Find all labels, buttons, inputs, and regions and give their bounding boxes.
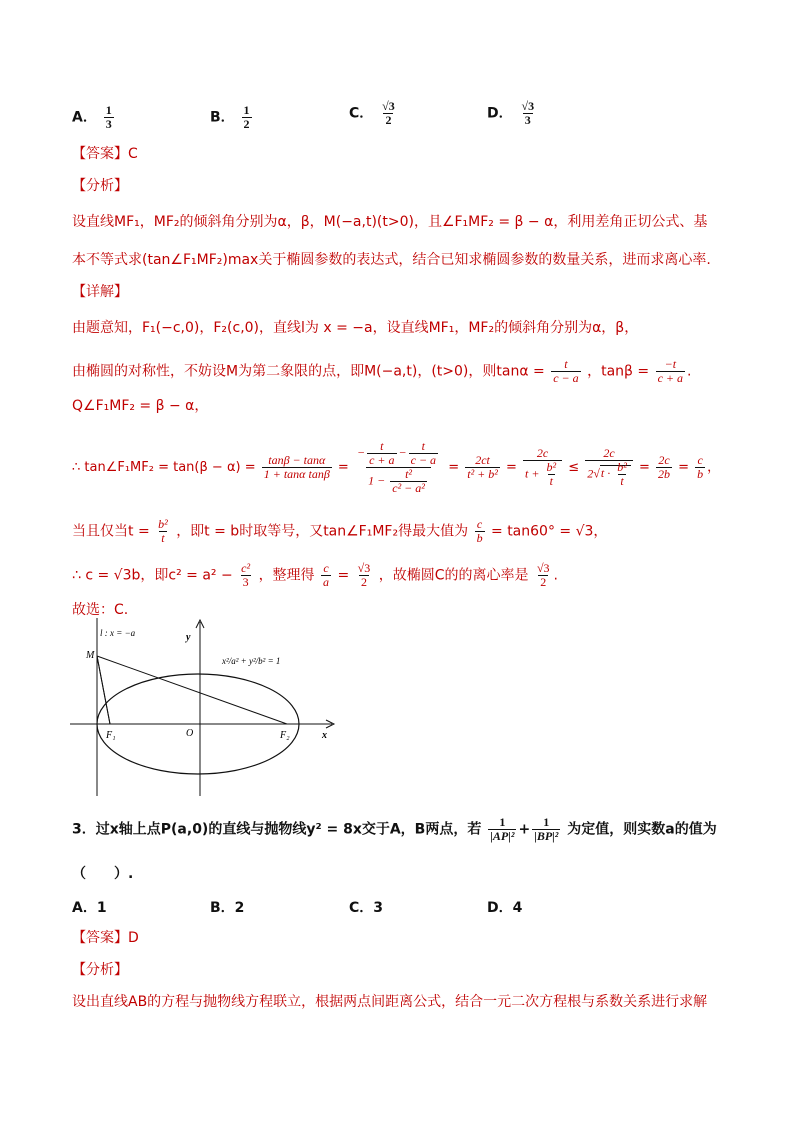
detail-line-3: Q∠F₁MF₂ = β − α， bbox=[72, 398, 209, 414]
tan-alpha-fraction: $\frac{t}{c - a}$ bbox=[553, 357, 579, 385]
q3-frac-ap: $\frac{1}{\text{|AP|²}}$ bbox=[490, 815, 515, 843]
segment-mf2 bbox=[97, 656, 287, 724]
q3-option-a: A．1 bbox=[72, 900, 107, 916]
derivation-frac-4: 2c t + $\frac{\text{b²}}{t}$ bbox=[523, 447, 562, 488]
origin-label: O bbox=[186, 728, 194, 739]
q3-option-b: B．2 bbox=[210, 900, 245, 916]
choose-line: 故选：C. bbox=[72, 602, 129, 618]
derivation-frac-5: 2c 2√t · $\frac{\text{b²}}{t}$ bbox=[585, 447, 633, 488]
c-squared-fraction: $\frac{\text{c²}}{3}$ bbox=[241, 561, 251, 589]
t-equals-fraction: $\frac{\text{b²}}{t}$ bbox=[158, 517, 168, 545]
derivation-frac-1: $\frac{\tan\beta - \tan\alpha}{\text{1 + tanα tanβ}}$ bbox=[263, 453, 330, 481]
q3-answer-value: D bbox=[128, 930, 139, 946]
point-f2-label: F₂ bbox=[280, 730, 290, 741]
detail-line-1: 由题意知，F₁(−c,0)，F₂(c,0)，直线l为 x = −a，设直线MF₁，MF₂的倾斜角分别为α，β， bbox=[72, 320, 639, 336]
analysis-line-2: 本不等式求(tan∠F₁MF₂)max关于椭圆参数的表达式，结合已知求椭圆参数的数量关系，进而求离心率. bbox=[72, 252, 711, 268]
eccentricity-fraction: $\frac{√3}{2}$ bbox=[536, 561, 550, 589]
q3-answer-line bbox=[72, 928, 139, 948]
answer-tag: 【答案】 bbox=[72, 146, 128, 162]
option-c: C． $\frac{√3}{2}$ bbox=[349, 99, 395, 127]
detail-line-5: 当且仅当t = $\frac{\text{b²}}{t}$ ，即t = b时取等号，又tan∠F₁MF₂得最大值为 $\frac{c}{b}$ = tan60° = √3， bbox=[72, 517, 608, 545]
detail-line-6: ∴ c = √3b，即c² = a² − $\frac{\text{c²}}{3}$ ，整理得 $\frac{c}{a}$ = $\frac{√3}{2}$ ，故椭圆C的的离心率是 $\frac{√3}{2}$ . bbox=[72, 561, 558, 589]
derivation-frac-7: $\frac{c}{b}$ bbox=[697, 453, 704, 481]
q3-stem: 3．过x轴上点P(a,0)的直线与抛物线y² = 8x交于A，B两点，若 $\frac{1}{\text{|AP|²}}$ + $\frac{1}{\text{|BP|²}}$ 为定值，则实数a的值为 bbox=[72, 815, 717, 843]
answer-value: C bbox=[128, 146, 138, 162]
analysis-tag: 【分析】 bbox=[72, 178, 128, 194]
y-axis-label: y bbox=[186, 632, 191, 643]
derivation-frac-3: $\frac{2ct}{\text{t² + b²}}$ bbox=[467, 453, 498, 481]
q3-option-d: D．4 bbox=[487, 900, 523, 916]
c-over-a-fraction: $\frac{c}{a}$ bbox=[323, 561, 330, 589]
detail-tag: 【详解】 bbox=[72, 284, 128, 300]
ellipse-equation-label: x²/a² + y²/b² = 1 bbox=[222, 656, 281, 666]
derivation-frac-2: − $\frac{t}{c + a}$ − $\frac{t}{c - a}$ 1 − $\frac{\text{t²}}{\text{c² − a²}}$ bbox=[356, 439, 437, 495]
derivation-frac-6: $\frac{2c}{2b}$ bbox=[657, 453, 670, 481]
detail-line-2: 由椭圆的对称性，不妨设M为第二象限的点，即M(−a,t)，(t>0)，则tanα = $\frac{t}{c - a}$ ，tanβ = $\frac{-t}{c + a}$ . bbox=[72, 357, 692, 385]
point-f1-label: F₁ bbox=[106, 730, 116, 741]
answer-line bbox=[72, 144, 138, 164]
q3-stem-2: （ ）. bbox=[72, 866, 134, 882]
analysis-line-1: 设直线MF₁，MF₂的倾斜角分别为α，β，M(−a,t)(t>0)，且∠F₁MF₂ = β − α，利用差角正切公式、基 bbox=[72, 214, 708, 230]
line-l-label: l : x = −a bbox=[100, 628, 136, 638]
max-value-fraction: $\frac{c}{b}$ bbox=[476, 517, 483, 545]
point-m-label: M bbox=[86, 650, 95, 661]
detail-derivation: ∴ tan∠F₁MF₂ = tan(β − α) = $\frac{\tan\beta - \tan\alpha}{\text{1 + tanα tanβ}}$ = − $\frac{t}{c + a}$ − $\frac{t}{c - a}$ 1 − $\frac{\text{t²}}{\text{c² − a²}}$ = $\frac{2ct}{\text{t² + b²}}$ = 2c t + $\frac{\text{b²}}{t}$ ≤ 2c 2√t · $\frac{\text{b²}}{t}$ = $\frac{2c}{2b}$ = $\frac{c}{b}$ ， bbox=[72, 439, 721, 495]
ellipse-figure bbox=[60, 618, 350, 796]
q3-analysis-line-1: 设出直线AB的方程与抛物线方程联立，根据两点间距离公式，结合一元二次方程根与系数关系进行求解 bbox=[72, 994, 708, 1010]
q3-frac-bp: $\frac{1}{\text{|BP|²}}$ bbox=[534, 815, 559, 843]
tan-beta-fraction: $\frac{-t}{c + a}$ bbox=[657, 357, 684, 385]
q3-option-c: C．3 bbox=[349, 900, 384, 916]
q3-answer-tag: 【答案】 bbox=[72, 930, 128, 946]
option-b: B． $\frac{1}{2}$ bbox=[210, 103, 250, 131]
q3-analysis-tag: 【分析】 bbox=[72, 962, 128, 978]
x-axis-label: x bbox=[322, 730, 327, 741]
ratio-value-fraction: $\frac{√3}{2}$ bbox=[357, 561, 371, 589]
option-a: A． $\frac{1}{3}$ bbox=[72, 103, 112, 131]
option-d: D． $\frac{√3}{3}$ bbox=[487, 99, 535, 127]
